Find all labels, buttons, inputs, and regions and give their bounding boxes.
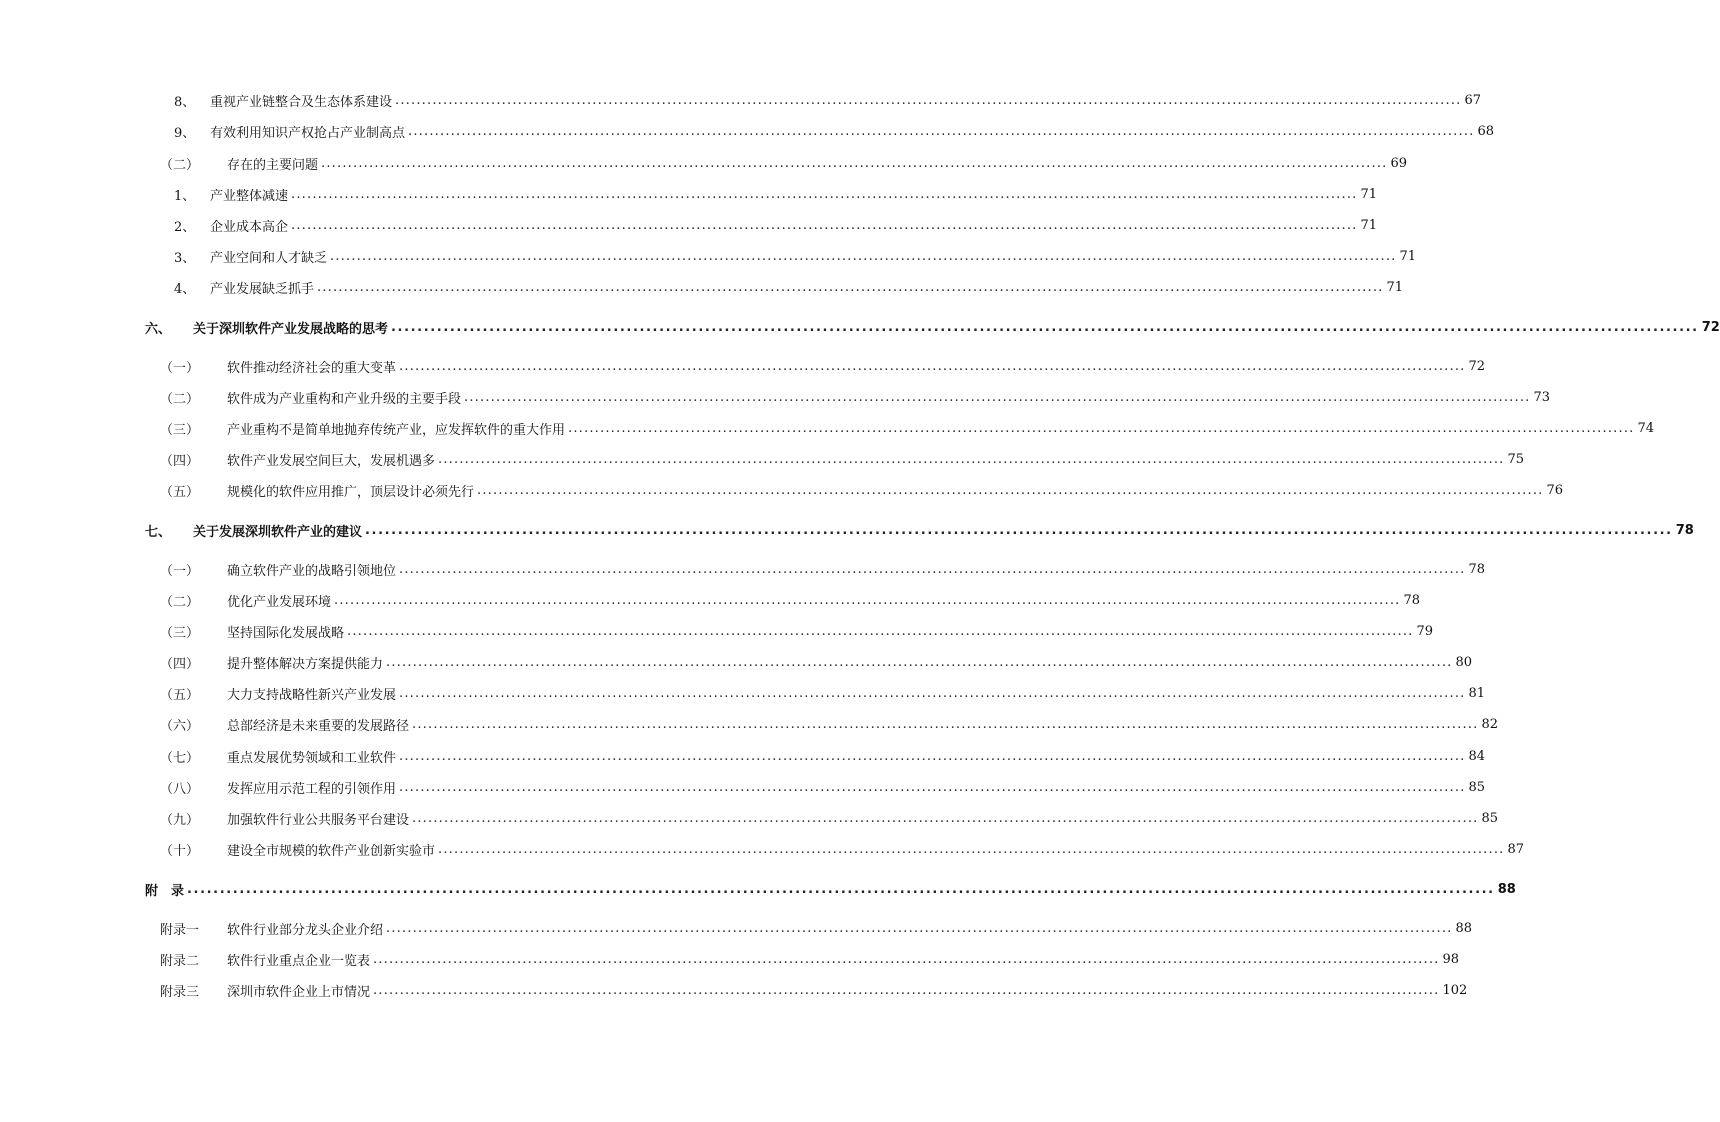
dot-leader: ........................................................................................................................................................................................................ xyxy=(399,358,1466,374)
toc-entry-page-number: 73 xyxy=(1533,389,1551,405)
toc-entry-title: 加强软件行业公共服务平台建设 xyxy=(227,812,410,828)
toc-entry-number: （二） xyxy=(160,157,200,173)
dot-leader: ........................................................................................................................................................................................................ xyxy=(291,186,1358,202)
toc-entry-page-number: 81 xyxy=(1468,685,1486,701)
dot-leader: ........................................................................................................................................................................................................ xyxy=(438,451,1505,467)
toc-entry-number: （二） xyxy=(160,391,200,407)
toc-entry-title: 总部经济是未来重要的发展路径 xyxy=(227,718,410,734)
toc-entry[interactable] xyxy=(160,777,1486,797)
toc-entry-title: 软件成为产业重构和产业升级的主要手段 xyxy=(227,391,462,407)
toc-entry-page-number: 88 xyxy=(1497,881,1516,897)
dot-leader: ........................................................................................................................................................................................................ xyxy=(438,841,1505,857)
toc-entry[interactable] xyxy=(160,153,1408,173)
toc-entry-title: 规模化的软件应用推广，顶层设计必须先行 xyxy=(227,484,475,500)
toc-entry[interactable] xyxy=(174,184,1378,204)
toc-entry-number: 六、 xyxy=(145,321,172,337)
toc-entry-page-number: 67 xyxy=(1464,92,1482,108)
toc-entry-page-number: 88 xyxy=(1455,920,1473,936)
toc-entry[interactable] xyxy=(145,520,1694,540)
toc-entry-page-number: 85 xyxy=(1481,810,1499,826)
toc-entry-number: （六） xyxy=(160,718,200,734)
toc-entry-page-number: 75 xyxy=(1507,451,1525,467)
toc-entry-title: 提升整体解决方案提供能力 xyxy=(227,656,384,672)
toc-entry-page-number: 85 xyxy=(1468,779,1486,795)
toc-entry-title: 确立软件产业的战略引领地位 xyxy=(227,563,397,579)
dot-leader: ........................................................................................................................................................................................................ xyxy=(291,217,1358,233)
toc-entry-page-number: 98 xyxy=(1442,951,1460,967)
toc-entry[interactable] xyxy=(145,879,1516,899)
dot-leader: ........................................................................................................................................................................................................ xyxy=(477,482,1544,498)
toc-entry-number: 附录二 xyxy=(160,953,200,969)
toc-entry[interactable] xyxy=(160,559,1486,579)
toc-entry-title: 软件行业重点企业一览表 xyxy=(227,953,371,969)
toc-entry-number: （三） xyxy=(160,422,200,438)
toc-entry-number: （三） xyxy=(160,625,200,641)
toc-entry-number: 七、 xyxy=(145,524,172,540)
toc-entry[interactable] xyxy=(160,449,1525,469)
toc-entry-page-number: 72 xyxy=(1468,358,1486,374)
dot-leader: ........................................................................................................................................................................................................ xyxy=(317,279,1384,295)
toc-entry[interactable] xyxy=(160,714,1499,734)
toc-entry[interactable] xyxy=(160,480,1564,500)
toc-entry-page-number: 78 xyxy=(1468,561,1486,577)
toc-entry-title: 产业空间和人才缺乏 xyxy=(210,250,328,266)
dot-leader: ........................................................................................................................................................................................................ xyxy=(334,592,1401,608)
dot-leader: ........................................................................................................................................................................................................ xyxy=(399,561,1466,577)
toc-entry[interactable] xyxy=(160,418,1655,438)
toc-entry-title: 坚持国际化发展战略 xyxy=(227,625,345,641)
toc-entry-page-number: 71 xyxy=(1360,186,1378,202)
toc-entry-title: 关于深圳软件产业发展战略的思考 xyxy=(193,321,389,337)
toc-entry[interactable] xyxy=(160,839,1525,859)
toc-entry[interactable] xyxy=(160,652,1473,672)
dot-leader: ........................................................................................................................................................................................................ xyxy=(365,522,1673,538)
dot-leader: ........................................................................................................................................................................................................ xyxy=(395,92,1462,108)
toc-entry-title: 建设全市规模的软件产业创新实验市 xyxy=(227,843,436,859)
toc-entry-page-number: 69 xyxy=(1390,155,1408,171)
toc-entry-number: （八） xyxy=(160,781,200,797)
toc-entry-title: 产业发展缺乏抓手 xyxy=(210,281,315,297)
dot-leader: ........................................................................................................................................................................................................ xyxy=(399,779,1466,795)
toc-entry-number: 附 录 xyxy=(145,883,185,899)
toc-entry-title: 软件推动经济社会的重大变革 xyxy=(227,360,397,376)
toc-entry[interactable] xyxy=(174,90,1482,110)
toc-entry[interactable] xyxy=(160,387,1551,407)
toc-entry-title: 发挥应用示范工程的引领作用 xyxy=(227,781,397,797)
dot-leader: ........................................................................................................................................................................................................ xyxy=(386,654,1453,670)
toc-entry-number: （一） xyxy=(160,360,200,376)
toc-entry-number: （五） xyxy=(160,484,200,500)
toc-entry[interactable] xyxy=(145,317,1720,337)
toc-entry-number: 8、 xyxy=(174,94,196,110)
dot-leader: ........................................................................................................................................................................................................ xyxy=(408,123,1475,139)
toc-entry-page-number: 74 xyxy=(1637,420,1655,436)
toc-entry-title: 深圳市软件企业上市情况 xyxy=(227,984,371,1000)
toc-entry-title: 重点发展优势领域和工业软件 xyxy=(227,750,397,766)
dot-leader: ........................................................................................................................................................................................................ xyxy=(187,881,1495,897)
dot-leader: ........................................................................................................................................................................................................ xyxy=(464,389,1531,405)
toc-entry-title: 软件行业部分龙头企业介绍 xyxy=(227,922,384,938)
toc-entry[interactable] xyxy=(174,215,1378,235)
toc-entry-number: （二） xyxy=(160,594,200,610)
toc-entry-page-number: 68 xyxy=(1477,123,1495,139)
dot-leader: ........................................................................................................................................................................................................ xyxy=(399,685,1466,701)
toc-entry-page-number: 80 xyxy=(1455,654,1473,670)
toc-entry[interactable] xyxy=(160,746,1486,766)
toc-entry[interactable] xyxy=(160,918,1473,938)
toc-entry-number: （七） xyxy=(160,750,200,766)
toc-entry-page-number: 102 xyxy=(1442,982,1468,998)
toc-entry-title: 存在的主要问题 xyxy=(227,157,319,173)
toc-entry[interactable] xyxy=(174,277,1404,297)
toc-entry-page-number: 79 xyxy=(1416,623,1434,639)
toc-entry[interactable] xyxy=(160,590,1421,610)
dot-leader: ........................................................................................................................................................................................................ xyxy=(568,420,1635,436)
toc-entry-number: （五） xyxy=(160,687,200,703)
toc-entry-title: 企业成本高企 xyxy=(210,219,289,235)
toc-entry-title: 软件产业发展空间巨大，发展机遇多 xyxy=(227,453,436,469)
toc-entry-title: 重视产业链整合及生态体系建设 xyxy=(210,94,393,110)
toc-entry-title: 大力支持战略性新兴产业发展 xyxy=(227,687,397,703)
toc-entry-number: 附录三 xyxy=(160,984,200,1000)
toc-entry-title: 产业重构不是简单地抛弃传统产业，应发挥软件的重大作用 xyxy=(227,422,566,438)
dot-leader: ........................................................................................................................................................................................................ xyxy=(330,248,1397,264)
dot-leader: ........................................................................................................................................................................................................ xyxy=(412,810,1479,826)
toc-entry-page-number: 84 xyxy=(1468,748,1486,764)
toc-entry-page-number: 87 xyxy=(1507,841,1525,857)
toc-entry-number: 4、 xyxy=(174,281,196,297)
dot-leader: ........................................................................................................................................................................................................ xyxy=(412,716,1479,732)
toc-entry[interactable] xyxy=(160,980,1468,1000)
toc-entry[interactable] xyxy=(160,683,1486,703)
toc-entry[interactable] xyxy=(160,808,1499,828)
toc-entry-page-number: 76 xyxy=(1546,482,1564,498)
toc-entry-title: 有效利用知识产权抢占产业制高点 xyxy=(210,125,406,141)
toc-entry-page-number: 71 xyxy=(1399,248,1417,264)
toc-entry-number: 9、 xyxy=(174,125,196,141)
toc-entry-number: 3、 xyxy=(174,250,196,266)
toc-entry-number: 2、 xyxy=(174,219,196,235)
toc-entry[interactable] xyxy=(160,356,1486,376)
dot-leader: ........................................................................................................................................................................................................ xyxy=(347,623,1414,639)
toc-entry-page-number: 71 xyxy=(1386,279,1404,295)
toc-entry-number: 1、 xyxy=(174,188,196,204)
dot-leader: ........................................................................................................................................................................................................ xyxy=(373,982,1440,998)
toc-entry-number: （九） xyxy=(160,812,200,828)
dot-leader: ........................................................................................................................................................................................................ xyxy=(386,920,1453,936)
dot-leader: ........................................................................................................................................................................................................ xyxy=(391,319,1699,335)
toc-entry-number: （十） xyxy=(160,843,200,859)
toc-entry[interactable] xyxy=(174,121,1495,141)
toc-entry-title: 产业整体减速 xyxy=(210,188,289,204)
toc-entry[interactable] xyxy=(160,949,1460,969)
dot-leader: ........................................................................................................................................................................................................ xyxy=(399,748,1466,764)
toc-entry-number: （一） xyxy=(160,563,200,579)
toc-entry[interactable] xyxy=(174,246,1417,266)
toc-entry-page-number: 82 xyxy=(1481,716,1499,732)
dot-leader: ........................................................................................................................................................................................................ xyxy=(373,951,1440,967)
toc-entry-number: （四） xyxy=(160,656,200,672)
dot-leader: ........................................................................................................................................................................................................ xyxy=(321,155,1388,171)
toc-entry-title: 优化产业发展环境 xyxy=(227,594,332,610)
toc-entry-number: 附录一 xyxy=(160,922,200,938)
toc-entry-page-number: 78 xyxy=(1403,592,1421,608)
toc-entry-page-number: 72 xyxy=(1701,319,1720,335)
toc-entry-number: （四） xyxy=(160,453,200,469)
toc-entry-page-number: 71 xyxy=(1360,217,1378,233)
toc-entry-page-number: 78 xyxy=(1675,522,1694,538)
toc-entry-title: 关于发展深圳软件产业的建议 xyxy=(193,524,363,540)
toc-entry[interactable] xyxy=(160,621,1434,641)
